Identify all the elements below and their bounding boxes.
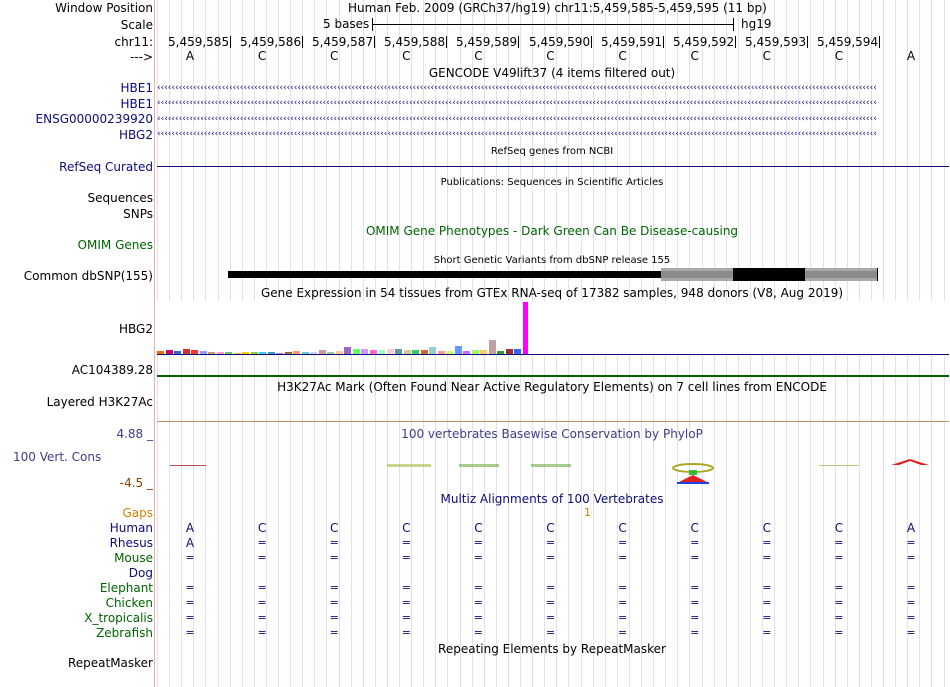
alignment-base: = <box>545 581 556 594</box>
alignment-base: = <box>545 626 556 639</box>
alignment-base: = <box>906 626 916 639</box>
window-position-label: Window Position <box>55 1 153 15</box>
species-label-human[interactable]: Human <box>109 521 153 535</box>
alignment-base: = <box>690 581 700 594</box>
publications-track-title: Publications: Sequences in Scientific Articles <box>440 177 664 188</box>
gtex-panel-bg <box>155 301 950 355</box>
gaps-label: Gaps <box>122 506 153 520</box>
alignment-base: = <box>762 551 772 564</box>
alignment-base: = <box>690 551 700 564</box>
alignment-base: C <box>762 521 771 535</box>
alignment-base: = <box>185 626 195 639</box>
alignment-base: A <box>185 536 195 550</box>
gencode-gene-line-hbe1-2[interactable]: ‹‹‹‹‹‹‹‹‹‹‹‹‹‹‹‹‹‹‹‹‹‹‹‹‹‹‹‹‹‹‹‹‹‹‹‹‹‹‹‹‹‹‹‹‹‹‹‹‹‹‹‹‹‹‹‹‹‹‹‹‹‹‹‹‹‹‹‹‹‹‹‹‹‹‹‹‹‹‹‹‹‹‹‹‹‹‹‹‹‹‹‹‹‹‹‹‹‹‹‹‹‹‹‹‹‹‹‹‹‹‹‹‹‹‹‹‹‹‹‹‹‹‹‹‹‹‹‹‹‹‹‹‹‹‹‹‹‹‹‹‹‹‹‹‹‹‹‹‹‹‹‹‹‹‹‹‹‹‹‹‹‹‹‹‹‹‹‹‹‹‹‹‹‹‹‹‹‹‹‹‹‹‹‹‹‹‹‹‹‹‹‹‹‹‹‹‹‹‹‹ <box>157 98 877 108</box>
alignment-base: = <box>545 611 556 624</box>
alignment-base: = <box>762 536 772 549</box>
alignment-base: = <box>617 581 628 594</box>
ac104389-label[interactable]: AC104389.28 <box>71 363 153 377</box>
scale-label: Scale <box>120 18 153 32</box>
species-label-dog[interactable]: Dog <box>128 566 153 580</box>
scale-bar <box>372 24 734 25</box>
alignment-base: = <box>473 611 483 624</box>
position-tick <box>302 36 303 48</box>
cons-min-label: -4.5 _ <box>119 476 153 490</box>
alignment-base: = <box>473 551 483 564</box>
alignment-base: = <box>329 596 339 609</box>
alignment-base: = <box>834 611 844 624</box>
species-label-mouse[interactable]: Mouse <box>114 551 153 565</box>
alignment-base: = <box>257 581 267 594</box>
base-letter: C <box>257 49 267 63</box>
base-letter: A <box>185 49 195 63</box>
alignment-base: = <box>473 581 483 594</box>
alignment-base: = <box>690 596 700 609</box>
species-label-chicken[interactable]: Chicken <box>105 596 153 610</box>
dbsnp-black-block[interactable] <box>733 268 805 281</box>
position-tick <box>807 36 808 48</box>
species-label-zebrafish[interactable]: Zebrafish <box>96 626 153 640</box>
chrom-label: chr11: <box>114 35 153 49</box>
alignment-base: C <box>690 521 699 535</box>
gencode-item-hbg2[interactable]: HBG2 <box>119 128 153 142</box>
position-tick-label: 5,459,591 <box>601 35 663 49</box>
sequences-label[interactable]: Sequences <box>87 191 153 205</box>
cons-track-title: 100 vertebrates Basewise Conservation by PhyloP <box>401 427 703 441</box>
alignment-base: = <box>329 551 339 564</box>
position-tick-label: 5,459,592 <box>673 35 735 49</box>
alignment-base: = <box>906 536 916 549</box>
alignment-base: = <box>401 611 411 624</box>
alignment-base: = <box>762 596 772 609</box>
position-tick <box>735 36 736 48</box>
assembly-label: hg19 <box>741 17 772 31</box>
position-tick-label: 5,459,594 <box>817 35 879 49</box>
alignment-base: = <box>617 551 628 564</box>
repeat-track-title: Repeating Elements by RepeatMasker <box>438 642 666 656</box>
position-tick-label: 5,459,588 <box>384 35 446 49</box>
alignment-base: = <box>185 551 195 564</box>
alignment-base: C <box>618 521 627 535</box>
alignment-base: = <box>257 596 267 609</box>
position-tick <box>518 36 519 48</box>
alignment-base: = <box>401 581 411 594</box>
dbsnp-label[interactable]: Common dbSNP(155) <box>23 269 153 283</box>
h3k27ac-baseline <box>157 421 949 422</box>
gtex-label[interactable]: HBG2 <box>119 322 153 336</box>
position-tick <box>446 36 447 48</box>
position-tick-label: 5,459,590 <box>529 35 591 49</box>
alignment-base: = <box>473 626 483 639</box>
base-letter: A <box>906 49 916 63</box>
alignment-base: = <box>257 536 267 549</box>
gtex-tissue-bar[interactable] <box>489 340 496 354</box>
gtex-tissue-bar[interactable] <box>523 302 528 354</box>
position-tick-label: 5,459,593 <box>745 35 807 49</box>
gaps-value: 1 <box>584 506 591 519</box>
base-letter: C <box>402 49 411 63</box>
alignment-base: A <box>906 521 916 535</box>
window-position-value: Human Feb. 2009 (GRCh37/hg19) chr11:5,459,585-5,459,595 (11 bp) <box>348 1 767 15</box>
cons-max-label: 4.88 _ <box>116 427 153 441</box>
gencode-item-hbe1[interactable]: HBE1 <box>120 81 153 95</box>
alignment-base: = <box>617 626 628 639</box>
gtex-tissue-bar[interactable] <box>344 347 351 354</box>
species-label-elephant[interactable]: Elephant <box>99 581 153 595</box>
base-letter: C <box>690 49 699 63</box>
refseq-track-title: RefSeq genes from NCBI <box>490 146 614 157</box>
gtex-track-title: Gene Expression in 54 tissues from GTEx RNA-seq of 17382 samples, 948 donors (V8, Aug 2019) <box>260 286 844 300</box>
alignment-base: = <box>617 536 628 549</box>
alignment-base: = <box>834 536 844 549</box>
alignment-base: = <box>834 581 844 594</box>
alignment-base: A <box>185 521 195 535</box>
alignment-base: = <box>185 581 195 594</box>
alignment-base: = <box>257 626 267 639</box>
cons-graph[interactable] <box>155 455 950 487</box>
gtex-tissue-bar[interactable] <box>455 346 462 354</box>
omim-label[interactable]: OMIM Genes <box>77 238 153 252</box>
snps-label[interactable]: SNPs <box>123 207 153 221</box>
alignment-base: = <box>834 626 844 639</box>
alignment-base: = <box>257 551 267 564</box>
gencode-gene-line-hbe1[interactable]: ‹‹‹‹‹‹‹‹‹‹‹‹‹‹‹‹‹‹‹‹‹‹‹‹‹‹‹‹‹‹‹‹‹‹‹‹‹‹‹‹‹‹‹‹‹‹‹‹‹‹‹‹‹‹‹‹‹‹‹‹‹‹‹‹‹‹‹‹‹‹‹‹‹‹‹‹‹‹‹‹‹‹‹‹‹‹‹‹‹‹‹‹‹‹‹‹‹‹‹‹‹‹‹‹‹‹‹‹‹‹‹‹‹‹‹‹‹‹‹‹‹‹‹‹‹‹‹‹‹‹‹‹‹‹‹‹‹‹‹‹‹‹‹‹‹‹‹‹‹‹‹‹‹‹‹‹‹‹‹‹‹‹‹‹‹‹‹‹‹‹‹‹‹‹‹‹‹‹‹‹‹‹‹‹‹‹‹‹‹‹‹‹‹‹‹‹‹‹‹‹ <box>157 83 877 93</box>
alignment-base: = <box>906 596 916 609</box>
gtex-baseline <box>157 354 949 355</box>
base-letter: C <box>834 49 844 63</box>
position-tick-label: 5,459,586 <box>240 35 302 49</box>
alignment-base: = <box>762 626 772 639</box>
alignment-base: C <box>329 521 339 535</box>
species-label-rhesus[interactable]: Rhesus <box>109 536 153 550</box>
alignment-base: = <box>401 626 411 639</box>
dbsnp-end-tick <box>877 268 878 281</box>
position-tick <box>663 36 664 48</box>
alignment-base: = <box>473 596 483 609</box>
alignment-base: = <box>401 551 411 564</box>
position-tick <box>879 36 880 48</box>
gtex-tissue-bar[interactable] <box>429 347 436 354</box>
alignment-base: = <box>617 596 628 609</box>
alignment-base: C <box>474 521 483 535</box>
alignment-base: = <box>545 551 556 564</box>
alignment-base: C <box>834 521 844 535</box>
species-label-x_tropicalis[interactable]: X_tropicalis <box>84 611 153 625</box>
position-tick-label: 5,459,589 <box>456 35 518 49</box>
gencode-gene-line-hbg2[interactable]: ‹‹‹‹‹‹‹‹‹‹‹‹‹‹‹‹‹‹‹‹‹‹‹‹‹‹‹‹‹‹‹‹‹‹‹‹‹‹‹‹‹‹‹‹‹‹‹‹‹‹‹‹‹‹‹‹‹‹‹‹‹‹‹‹‹‹‹‹‹‹‹‹‹‹‹‹‹‹‹‹‹‹‹‹‹‹‹‹‹‹‹‹‹‹‹‹‹‹‹‹‹‹‹‹‹‹‹‹‹‹‹‹‹‹‹‹‹‹‹‹‹‹‹‹‹‹‹‹‹‹‹‹‹‹‹‹‹‹‹‹‹‹‹‹‹‹‹‹‹‹‹‹‹‹‹‹‹‹‹‹‹‹‹‹‹‹‹‹‹‹‹‹‹‹‹‹‹‹‹‹‹‹‹‹‹‹‹‹‹‹‹‹‹‹‹‹‹‹‹‹ <box>157 129 877 139</box>
base-letter: C <box>474 49 483 63</box>
gencode-item-ensg[interactable]: ENSG00000239920 <box>35 112 153 126</box>
alignment-base: = <box>617 611 628 624</box>
alignment-base: = <box>257 611 267 624</box>
position-tick <box>374 36 375 48</box>
dbsnp-track-title: Short Genetic Variants from dbSNP release 155 <box>433 255 671 266</box>
alignment-base: = <box>473 536 483 549</box>
refseq-label[interactable]: RefSeq Curated <box>59 160 153 174</box>
alignment-base: = <box>690 611 700 624</box>
position-tick-label: 5,459,587 <box>312 35 374 49</box>
base-letter: C <box>329 49 339 63</box>
alignment-base: C <box>546 521 555 535</box>
alignment-base: = <box>329 536 339 549</box>
alignment-base: = <box>834 551 844 564</box>
strand-label: ---> <box>129 50 153 64</box>
alignment-base: = <box>690 536 700 549</box>
alignment-base: = <box>545 596 556 609</box>
omim-track-title: OMIM Gene Phenotypes - Dark Green Can Be Disease-causing <box>365 224 739 238</box>
gencode-track-title: GENCODE V49lift37 (4 items filtered out) <box>428 66 676 80</box>
alignment-base: C <box>402 521 411 535</box>
refseq-gene-line[interactable] <box>157 166 949 167</box>
cons-label[interactable]: 100 Vert. Cons <box>13 450 102 464</box>
scale-bar-left-tick <box>372 18 373 31</box>
alignment-base: = <box>329 611 339 624</box>
h3k27ac-track-title: H3K27Ac Mark (Often Found Near Active Regulatory Elements) on 7 cell lines from ENCODE <box>277 380 827 394</box>
h3k27ac-label[interactable]: Layered H3K27Ac <box>46 395 153 409</box>
alignment-base: = <box>906 551 916 564</box>
alignment-base: = <box>834 596 844 609</box>
multiz-track-title: Multiz Alignments of 100 Vertebrates <box>440 492 664 506</box>
alignment-base: = <box>762 611 772 624</box>
alignment-base: = <box>185 611 195 624</box>
ac104389-gene-line[interactable] <box>157 375 949 377</box>
alignment-base: = <box>401 596 411 609</box>
position-tick-label: 5,459,585 <box>168 35 230 49</box>
scale-text: 5 bases <box>323 17 370 31</box>
gencode-gene-line-ensg[interactable]: ‹‹‹‹‹‹‹‹‹‹‹‹‹‹‹‹‹‹‹‹‹‹‹‹‹‹‹‹‹‹‹‹‹‹‹‹‹‹‹‹‹‹‹‹‹‹‹‹‹‹‹‹‹‹‹‹‹‹‹‹‹‹‹‹‹‹‹‹‹‹‹‹‹‹‹‹‹‹‹‹‹‹‹‹‹‹‹‹‹‹‹‹‹‹‹‹‹‹‹‹‹‹‹‹‹‹‹‹‹‹‹‹‹‹‹‹‹‹‹‹‹‹‹‹‹‹‹‹‹‹‹‹‹‹‹‹‹‹‹‹‹‹‹‹‹‹‹‹‹‹‹‹‹‹‹‹‹‹‹‹‹‹‹‹‹‹‹‹‹‹‹‹‹‹‹‹‹‹‹‹‹‹‹‹‹‹‹‹‹‹‹‹‹‹‹‹‹‹‹‹ <box>157 114 877 124</box>
base-letter: C <box>762 49 771 63</box>
alignment-base: = <box>329 626 339 639</box>
gencode-item-hbe1-2[interactable]: HBE1 <box>120 97 153 111</box>
alignment-base: = <box>906 611 916 624</box>
alignment-base: = <box>545 536 556 549</box>
alignment-base: C <box>257 521 267 535</box>
alignment-base: = <box>185 596 195 609</box>
base-letter: C <box>546 49 555 63</box>
alignment-base: = <box>401 536 411 549</box>
alignment-base: = <box>690 626 700 639</box>
alignment-base: = <box>906 581 916 594</box>
repeatmasker-label[interactable]: RepeatMasker <box>67 656 153 670</box>
position-tick <box>591 36 592 48</box>
alignment-base: = <box>329 581 339 594</box>
scale-bar-right-tick <box>733 18 734 31</box>
alignment-base: = <box>762 581 772 594</box>
position-tick <box>230 36 231 48</box>
base-letter: C <box>618 49 627 63</box>
